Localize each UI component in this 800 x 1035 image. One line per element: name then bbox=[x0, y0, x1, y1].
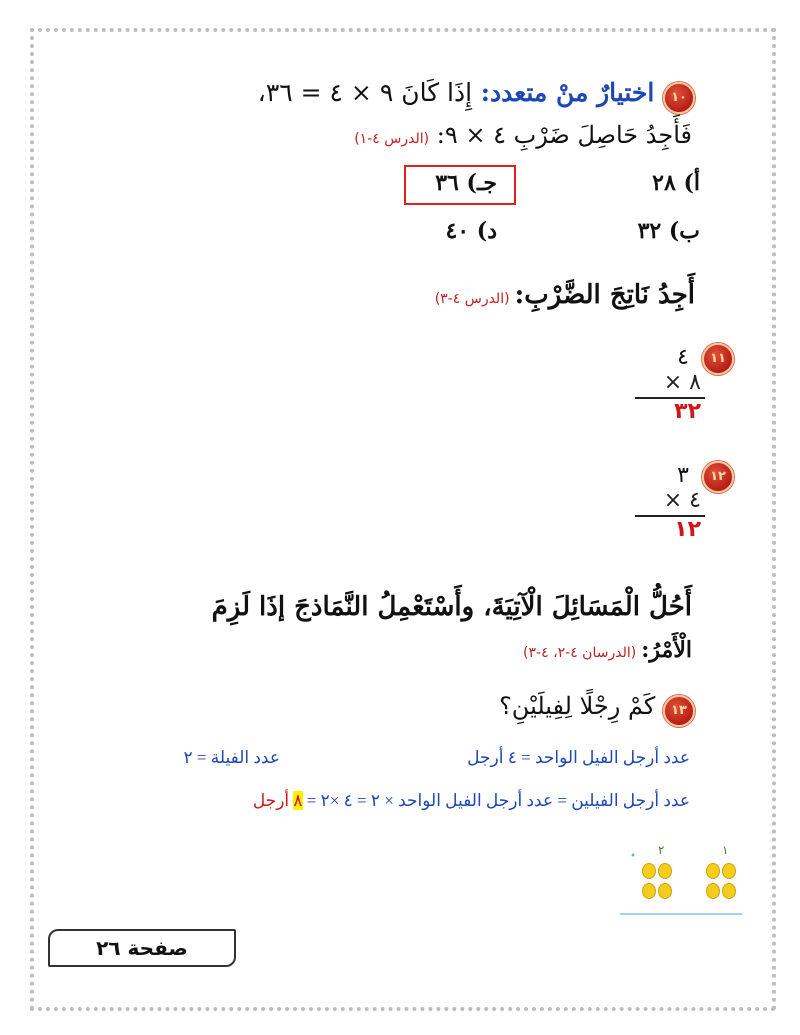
problems-heading-line2 bbox=[523, 637, 692, 663]
q10-line2 bbox=[354, 121, 692, 149]
elephant-2-legs-icon bbox=[642, 863, 674, 903]
q12-number-badge: ١٢ bbox=[702, 461, 734, 493]
q10-option-b: ب) ٣٢ bbox=[637, 218, 700, 244]
q12-top: ٣ bbox=[677, 463, 689, 488]
q10-option-d: د) ٤٠ bbox=[445, 218, 497, 244]
products-heading-line bbox=[435, 280, 695, 310]
problems-lesson: (الدرسان ٤-٢، ٤-٣) bbox=[523, 645, 637, 661]
model-label-1: ١ bbox=[722, 843, 729, 857]
q11-number-badge: ١١ bbox=[702, 343, 734, 375]
q10-option-c: جـ) ٣٦ bbox=[435, 170, 497, 196]
model-label-2: ٢ bbox=[658, 843, 665, 857]
q10-premise: إِذَا كَانَ ٩ × ٤ = ٣٦، bbox=[257, 78, 473, 107]
q13-number-badge: ١٣ bbox=[663, 695, 695, 727]
products-heading: أَجِدُ نَاتِجَ الضَّرْبِ: bbox=[514, 280, 695, 310]
q11-top: ٤ bbox=[677, 345, 689, 370]
q12-result: ١٢ bbox=[674, 517, 701, 542]
legs-model bbox=[620, 843, 742, 923]
q10-lesson: (الدرس ٤-١) bbox=[354, 131, 430, 147]
elephant-1-legs-icon bbox=[706, 863, 738, 903]
q11-multiplication bbox=[635, 345, 705, 424]
q10-title: اختيارٌ منْ متعدد: bbox=[480, 78, 655, 107]
q13-question: كَمْ رِجْلًا لِفِيلَيْنِ؟ bbox=[499, 692, 656, 720]
model-baseline bbox=[620, 913, 742, 915]
q13-given-count: عدد الفيلة = ٢ bbox=[183, 748, 280, 767]
q11-multiplier: × ٨ bbox=[635, 370, 705, 399]
q13-solution-unit: أرجل bbox=[252, 791, 290, 810]
q13-solution-prefix: عدد أرجل الفيلين = عدد أرجل الفيل الواحد × ٢ = ٤ ×٢ = bbox=[306, 791, 690, 810]
problems-heading-line1: أَحُلُّ الْمَسَائِلَ الْآتِيَةَ، وأَسْتَعْمِلُ النَّمَاذجَ إذَا لَزِمَ bbox=[211, 592, 692, 622]
products-lesson: (الدرس ٤-٣) bbox=[434, 291, 510, 307]
problems-heading-word: الْأَمْرُ: bbox=[641, 637, 692, 663]
q10-option-a: أ) ٢٨ bbox=[652, 170, 700, 196]
q13-solution bbox=[253, 791, 690, 811]
q13-given-legs: عدد أرجل الفيل الواحد = ٤ أرجل bbox=[467, 748, 690, 767]
model-tick-icon: • bbox=[630, 851, 636, 862]
q10-ask: فَأَجِدُ حَاصِلَ ضَرْبِ ٤ × ٩: bbox=[436, 121, 692, 149]
q12-multiplication bbox=[635, 463, 705, 542]
page-number-box: صفحة ٢٦ bbox=[48, 929, 236, 967]
q11-result: ٣٢ bbox=[674, 399, 701, 424]
q10-line1 bbox=[258, 78, 695, 114]
q13-solution-answer: ٨ bbox=[293, 791, 303, 810]
q10-number-badge: ١٠ bbox=[663, 82, 695, 114]
q13-line bbox=[499, 692, 695, 727]
q12-multiplier: × ٤ bbox=[635, 488, 705, 517]
